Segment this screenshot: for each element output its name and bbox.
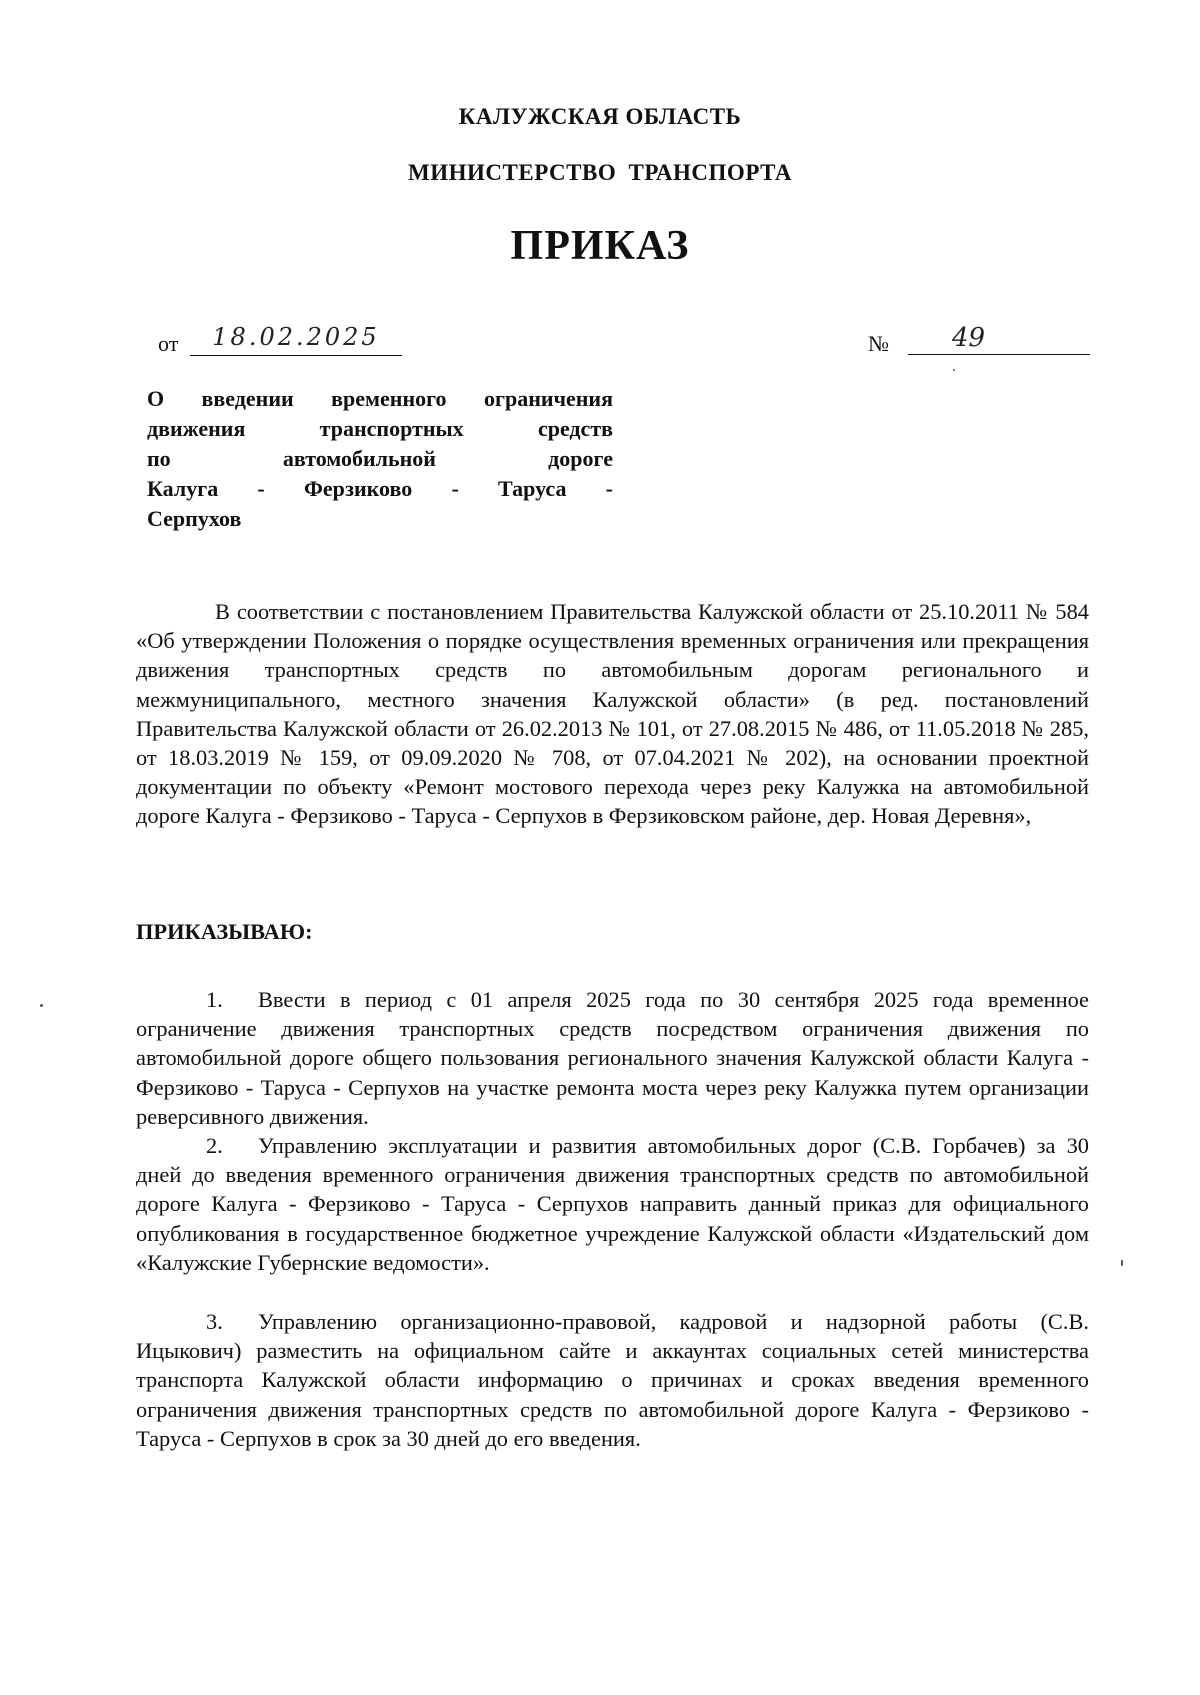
- subject-line: по автомобильной дороге: [147, 446, 613, 471]
- item-number: 2.: [206, 1133, 223, 1158]
- number-value-handwritten: 49: [908, 323, 1090, 355]
- date-value-handwritten: 18.02.2025: [190, 323, 402, 356]
- preamble-paragraph: В соответствии с постановлением Правительства Калужской области от 25.10.2011 № 584 «Об утверждении Положения о порядке осуществления временных ограничения или прекращения движения транспортных средств по автомобильным дорогам регионального и межмуниципального, местного значения Калужской области» (в ред. постановлений Правительства Калужской области от 26.02.2013 № 101, от 27.08.2015 № 486, от 11.05.2018 № 285, от 18.03.2019 № 159, от 09.09.2020 № 708, от 07.04.2021 № 202), на основании проектной документации по объекту «Ремонт мостового перехода через реку Калужка на автомобильной дороге Калуга - Ферзиково - Таруса - Серпухов в Ферзиковском районе, дер. Новая Деревня»,: [136, 599, 1089, 829]
- order-item: [136, 985, 1089, 1131]
- subject-line: О введении временного ограничения: [147, 386, 613, 411]
- item-text: Ввести в период с 01 апреля 2025 года по 30 сентября 2025 года временное ограничение движения транспортных средств посредством ограничения движения по автомобильной дороге общего пользования регионального значения Калужской области Калуга - Ферзиково - Таруса - Серпухов на участке ремонта моста через реку Калужка путем организации реверсивного движения.: [136, 987, 1089, 1129]
- region-heading: КАЛУЖСКАЯ ОБЛАСТЬ: [458, 104, 742, 129]
- document-type-title: ПРИКАЗ: [510, 223, 690, 269]
- order-item: [136, 1131, 1089, 1277]
- item-text: Управлению эксплуатации и развития автомобильных дорог (С.В. Горбачев) за 30 дней до введения временного ограничения движения транспортных средств по автомобильной дороге Калуга - Ферзиково - Таруса - Серпухов направить данный приказ для официального опубликования в государственное бюджетное учреждение Калужской области «Издательский дом «Калужские Губернские ведомости».: [136, 1133, 1089, 1275]
- order-directive: ПРИКАЗЫВАЮ:: [136, 919, 313, 944]
- ministry-heading: МИНИСТЕРСТВО ТРАНСПОРТА: [408, 160, 792, 185]
- order-subject: [147, 384, 613, 504]
- subject-line: движения транспортных средств: [147, 416, 613, 441]
- scan-speck: [40, 1004, 43, 1007]
- number-label: №: [868, 331, 889, 356]
- subject-line-last: Серпухов: [147, 506, 242, 531]
- item-number: 1.: [206, 987, 223, 1012]
- scan-speck: [953, 369, 955, 371]
- date-label: от: [158, 331, 179, 356]
- item-text: Управлению организационно-правовой, кадровой и надзорной работы (С.В. Ицыкович) разместить на официальном сайте и аккаунтах социальных сетей министерства транспорта Калужской области информацию о причинах и сроках введения временного ограничения движения транспортных средств по автомобильной дороге Калуга - Ферзиково - Таруса - Серпухов в срок за 30 дней до его введения.: [136, 1309, 1089, 1451]
- order-item: [136, 1307, 1089, 1453]
- subject-line: Калуга - Ферзиково - Таруса -: [147, 476, 613, 501]
- item-number: 3.: [206, 1309, 223, 1334]
- scan-speck: [1121, 1260, 1123, 1266]
